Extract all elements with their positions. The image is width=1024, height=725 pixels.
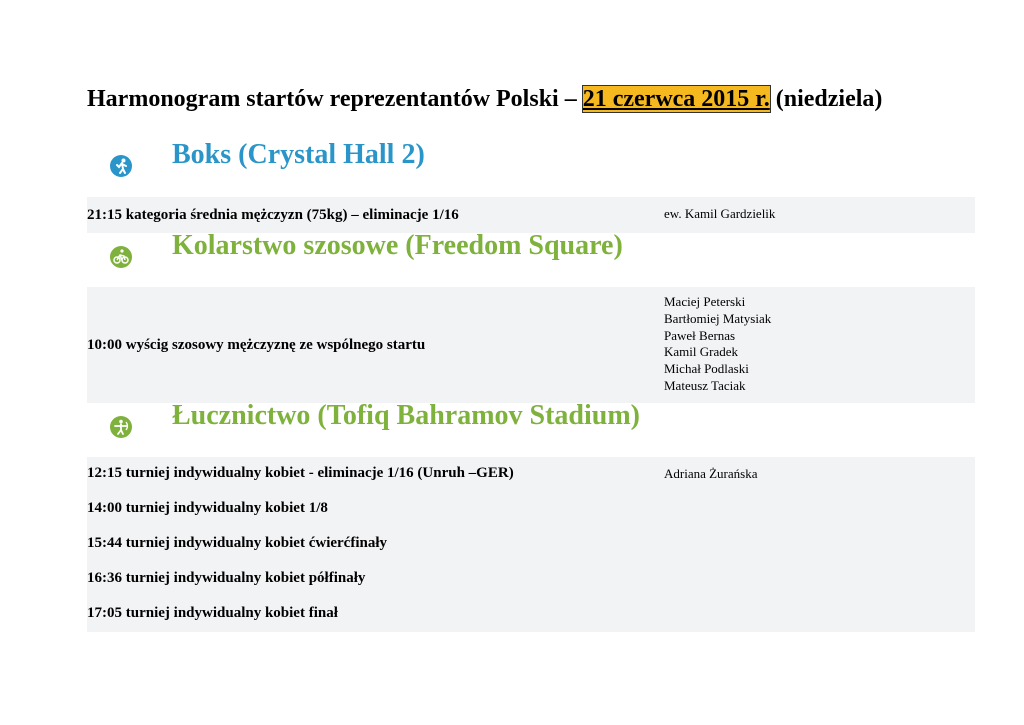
athlete-list [664, 294, 771, 395]
event-text: 21:15 kategoria średnia mężczyzn (75kg) – eliminacje 1/16 [87, 207, 459, 223]
athlete-name: Bartłomiej Matysiak [664, 310, 772, 326]
page-title [87, 86, 882, 113]
section-heading-cycling [110, 230, 623, 268]
section-title: Kolarstwo szosowe (Freedom Square) [172, 230, 623, 261]
events-table-archery [87, 457, 975, 632]
athlete-name: Maciej Peterski [664, 294, 746, 309]
title-prefix: Harmonogram startów reprezentantów Polski – [87, 86, 583, 112]
event-text: 14:00 turniej indywidualny kobiet 1/8 [87, 500, 328, 516]
athlete-name: Mateusz Taciak [664, 377, 746, 393]
event-text: 12:15 turniej indywidualny kobiet - eliminacje 1/16 (Unruh –GER) [87, 465, 514, 481]
title-suffix: (niedziela) [769, 86, 883, 112]
events-table-cycling [87, 287, 975, 403]
event-text: 17:05 turniej indywidualny kobiet finał [87, 605, 338, 621]
athlete-name: Paweł Bernas [664, 327, 736, 343]
event-text: 15:44 turniej indywidualny kobiet ćwierćfinały [87, 535, 388, 551]
event-text: 10:00 wyścig szosowy mężczyznę ze wspólnego startu [87, 337, 426, 353]
title-date-highlight: 21 czerwca 2015 r. [582, 86, 770, 112]
section-heading-archery [110, 400, 641, 438]
event-text: 16:36 turniej indywidualny kobiet półfinały [87, 570, 366, 586]
section-heading-boxing [110, 139, 425, 177]
athlete-name: ew. Kamil Gardzielik [664, 206, 776, 221]
boxing-icon [110, 155, 132, 177]
archery-icon [110, 416, 132, 438]
athlete-name: Adriana Żurańska [664, 466, 758, 481]
section-title: Boks (Crystal Hall 2) [172, 139, 425, 170]
cycling-icon [110, 246, 132, 268]
athlete-name: Michał Podlaski [664, 361, 749, 377]
athlete-name: Kamil Gradek [664, 344, 739, 360]
events-table-boxing [87, 197, 975, 233]
section-title: Łucznictwo (Tofiq Bahramov Stadium) [172, 400, 641, 431]
